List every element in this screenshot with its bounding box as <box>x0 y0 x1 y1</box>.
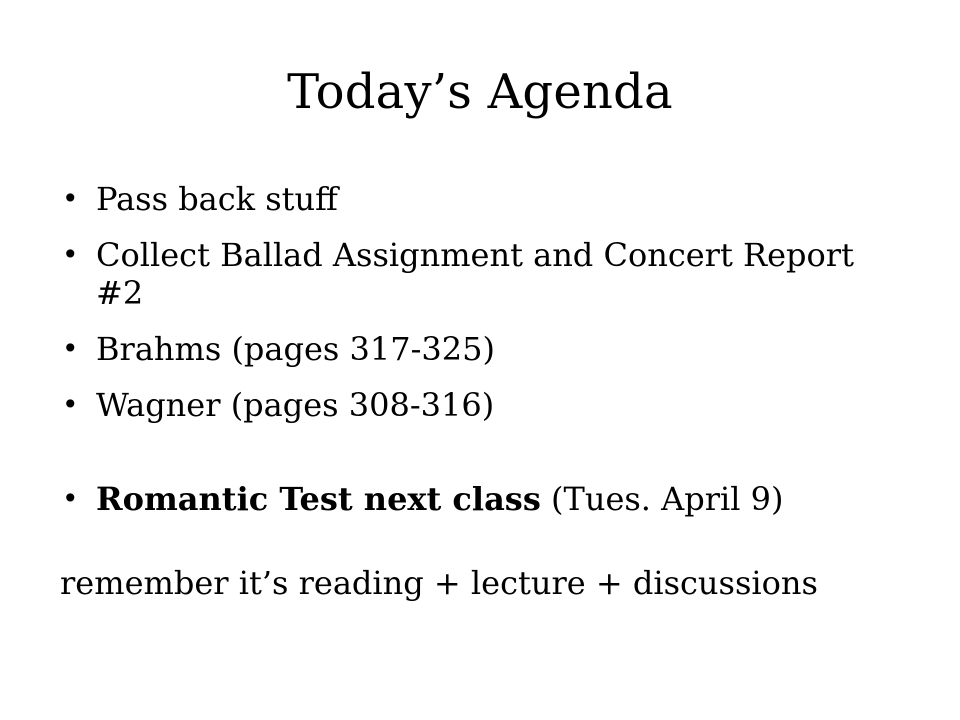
agenda-item-brahms <box>60 330 900 368</box>
agenda-item-label: Brahms (pages 317-325) <box>96 330 495 368</box>
test-date: (Tues. April 9) <box>540 480 784 518</box>
list-spacer <box>60 442 900 480</box>
bullet-icon: • <box>62 182 79 215</box>
agenda-item-collect <box>60 236 900 312</box>
slide-title: Today’s Agenda <box>287 64 673 120</box>
agenda-item-romantic-test <box>60 480 900 518</box>
bullet-icon: • <box>62 388 79 421</box>
agenda-item-label: Wagner (pages 308-316) <box>96 386 495 424</box>
agenda-item-label: Collect Ballad Assignment and Concert Report #2 <box>96 236 854 312</box>
test-announcement-bold: Romantic Test next class <box>96 480 541 518</box>
bullet-icon: • <box>62 238 79 271</box>
agenda-item-label: Pass back stuff <box>96 180 338 218</box>
bullet-icon: • <box>62 482 79 515</box>
agenda-item-pass-back <box>60 180 900 218</box>
test-note: remember it’s reading + lecture + discussions <box>60 564 818 602</box>
bullet-icon: • <box>62 332 79 365</box>
agenda-list <box>60 180 900 536</box>
agenda-item-wagner <box>60 386 900 424</box>
